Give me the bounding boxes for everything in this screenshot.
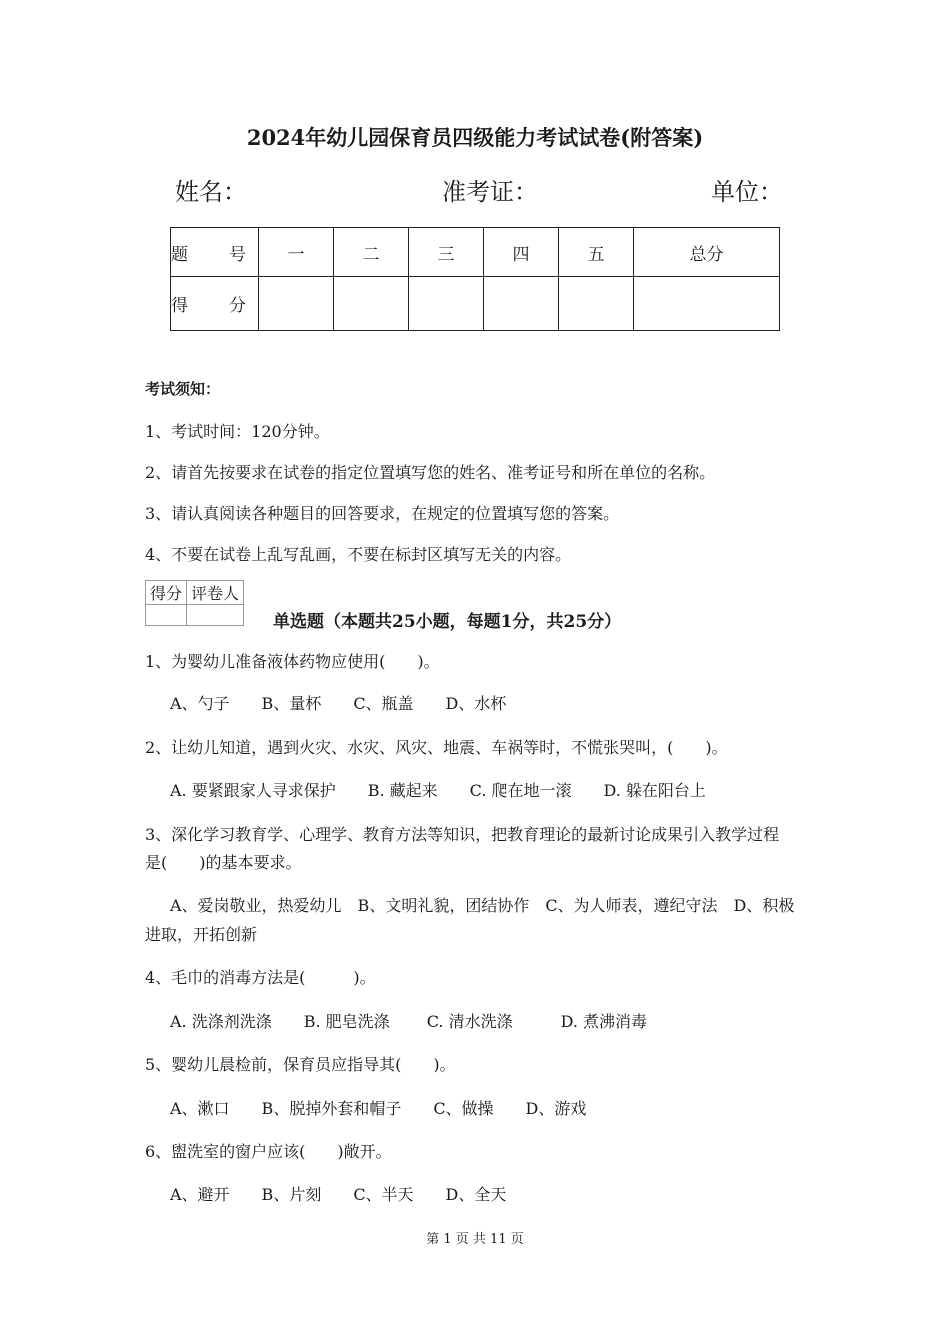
- grader-reviewer-label: 评卷人: [187, 581, 244, 605]
- grader-box: [145, 580, 244, 626]
- question-options: A、爱岗敬业，热爱幼儿 B、文明礼貌，团结协作 C、为人师表，遵纪守法 D、积极: [170, 896, 795, 915]
- score-header-cell: 五: [559, 228, 634, 277]
- question-options: A、勺子 B、量杯 C、瓶盖 D、水杯: [170, 694, 507, 713]
- grader-score-cell[interactable]: [146, 605, 187, 626]
- notice-item: 3、请认真阅读各种题目的回答要求，在规定的位置填写您的答案。: [145, 504, 620, 523]
- score-table-score-row: [171, 277, 780, 331]
- question-options: A. 要紧跟家人寻求保护 B. 藏起来 C. 爬在地一滚 D. 躲在阳台上: [170, 781, 706, 800]
- question-text: 2、让幼儿知道，遇到火灾、水灾、风灾、地震、车祸等时，不慌张哭叫，( )。: [145, 738, 728, 757]
- exam-id-field-label: 准考证：: [442, 178, 538, 206]
- score-table: [170, 227, 780, 331]
- score-header-cell: 题 号: [171, 228, 259, 277]
- notice-item: 2、请首先按要求在试卷的指定位置填写您的姓名、准考证号和所在单位的名称。: [145, 463, 716, 482]
- question-options: A. 洗涤剂洗涤 B. 肥皂洗涤 C. 清水洗涤 D. 煮沸消毒: [170, 1012, 648, 1031]
- score-cell[interactable]: [409, 277, 484, 331]
- question-text-continued: 是( )的基本要求。: [145, 853, 302, 872]
- notice-item: 4、不要在试卷上乱写乱画，不要在标封区填写无关的内容。: [145, 545, 572, 564]
- score-header-cell: 三: [409, 228, 484, 277]
- score-row-label: 得 分: [171, 277, 259, 331]
- score-cell[interactable]: [634, 277, 780, 331]
- question-text: 5、婴幼儿晨检前，保育员应指导其( )。: [145, 1055, 456, 1074]
- score-cell[interactable]: [559, 277, 634, 331]
- question-options-continued: 进取，开拓创新: [145, 925, 258, 944]
- unit-field-label: 单位：: [711, 178, 783, 206]
- question-options: A、避开 B、片刻 C、半天 D、全天: [170, 1185, 507, 1204]
- name-field-label: 姓名：: [175, 178, 247, 206]
- question-text: 6、盥洗室的窗户应该( )敞开。: [145, 1142, 392, 1161]
- grader-reviewer-cell[interactable]: [187, 605, 244, 626]
- grader-score-label: 得分: [146, 581, 187, 605]
- question-text: 4、毛巾的消毒方法是( )。: [145, 968, 376, 987]
- question-options: A、漱口 B、脱掉外套和帽子 C、做操 D、游戏: [170, 1099, 587, 1118]
- question-text: 1、为婴幼儿准备液体药物应使用( )。: [145, 652, 440, 671]
- score-header-cell: 四: [484, 228, 559, 277]
- score-header-cell: 一: [259, 228, 334, 277]
- question-text: 3、深化学习教育学、心理学、教育方法等知识，把教育理论的最新讨论成果引入教学过程: [145, 825, 780, 844]
- notice-heading: 考试须知：: [145, 380, 221, 398]
- score-cell[interactable]: [334, 277, 409, 331]
- score-table-header-row: [171, 228, 780, 277]
- score-header-cell: 总分: [634, 228, 780, 277]
- exam-title: 2024年幼儿园保育员四级能力考试试卷(附答案): [246, 125, 704, 150]
- score-header-cell: 二: [334, 228, 409, 277]
- section-title: 单选题（本题共25小题，每题1分，共25分）: [273, 612, 622, 632]
- notice-item: 1、考试时间：120分钟。: [145, 422, 330, 441]
- page-footer: 第 1 页 共 11 页: [426, 1232, 524, 1247]
- score-cell[interactable]: [484, 277, 559, 331]
- score-cell[interactable]: [259, 277, 334, 331]
